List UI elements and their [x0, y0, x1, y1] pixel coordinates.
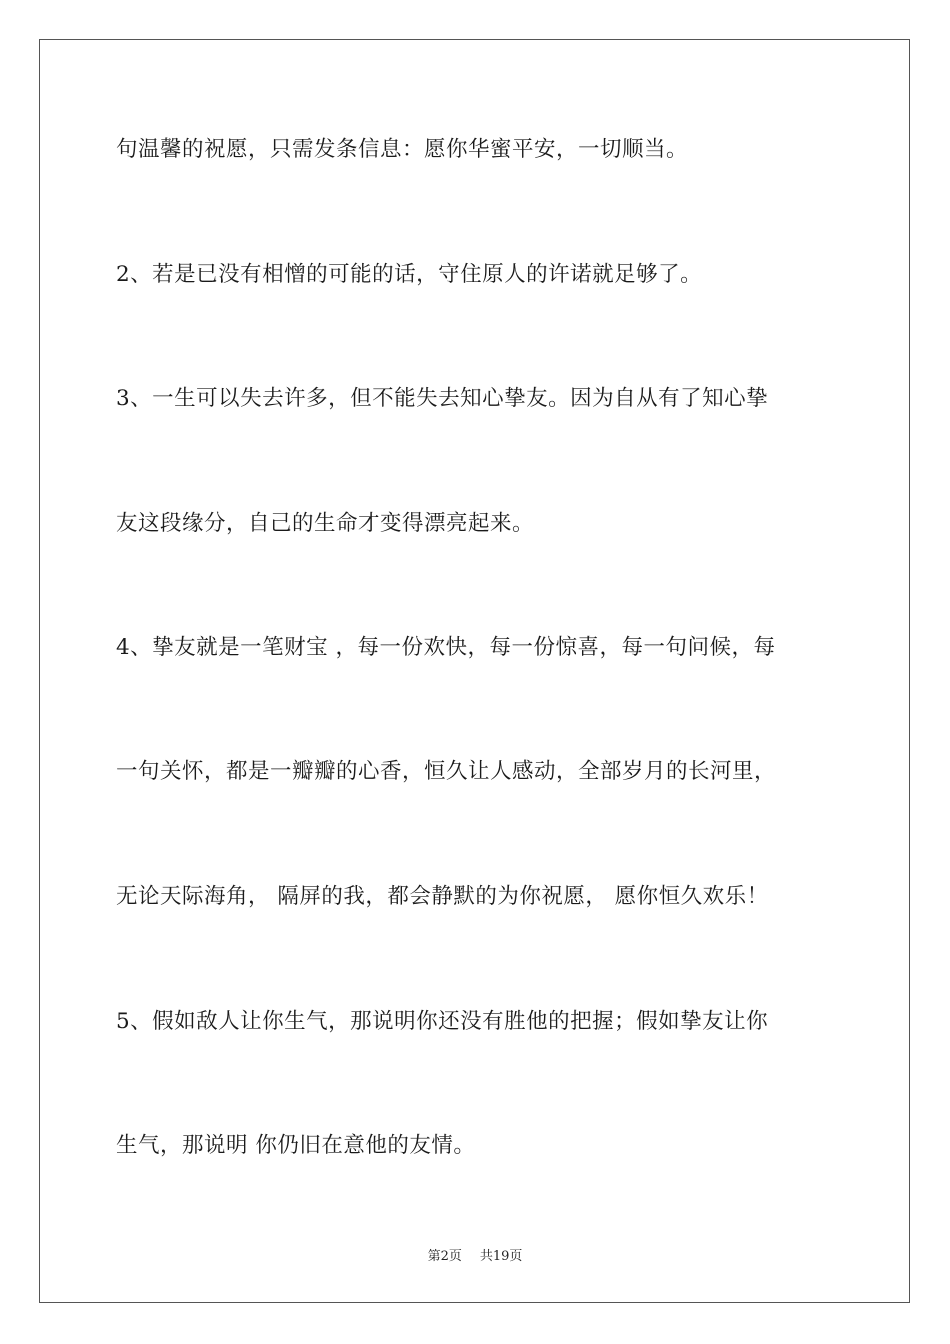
- total-pages: 共19页: [479, 1249, 523, 1264]
- text-line: 句温馨的祝愿，只需发条信息：愿你华蜜平安，一切顺当。: [116, 137, 689, 162]
- page-footer: [0, 1249, 950, 1265]
- text-line: 2、若是已没有相憎的可能的话，守住原人的许诺就足够了。: [116, 262, 703, 287]
- current-page-number: 第2页: [427, 1249, 462, 1264]
- text-line: 4、挚友就是一笔财宝 ，每一份欢快，每一份惊喜，每一句问候，每: [116, 635, 776, 660]
- text-line: 无论天际海角， 隔屏的我，都会静默的为你祝愿， 愿你恒久欢乐！: [116, 884, 769, 909]
- text-line: 一句关怀，都是一瓣瓣的心香，恒久让人感动，全部岁月的长河里，: [116, 759, 777, 784]
- text-line: 友这段缘分，自己的生命才变得漂亮起来。: [116, 511, 535, 536]
- text-line: 5、假如敌人让你生气，那说明你还没有胜他的把握；假如挚友让你: [116, 1009, 769, 1034]
- text-line: 3、一生可以失去许多，但不能失去知心挚友。因为自从有了知心挚: [116, 386, 769, 411]
- text-line: 生气，那说明 你仍旧在意他的友情。: [116, 1133, 476, 1158]
- page-border: [39, 39, 910, 1303]
